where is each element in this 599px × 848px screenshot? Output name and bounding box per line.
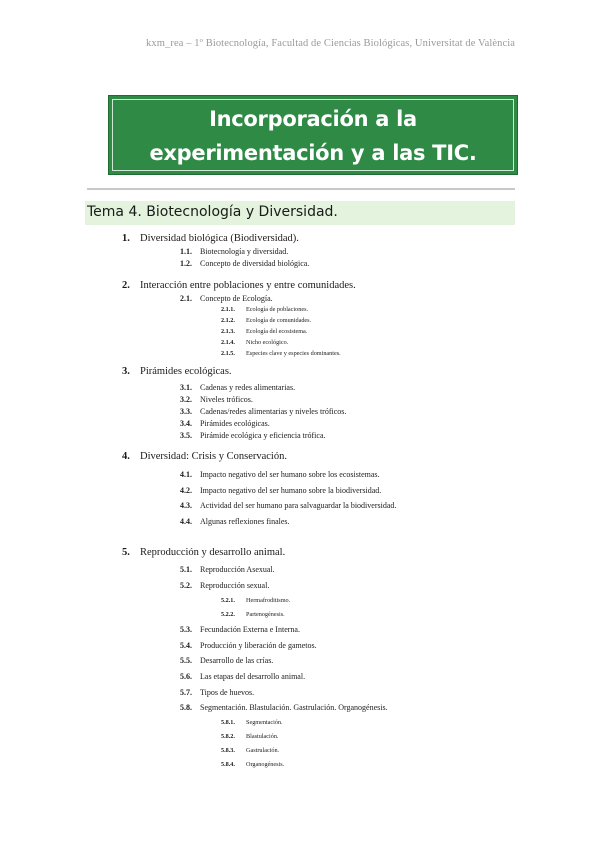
- banner-title-line1: Incorporación a la: [209, 107, 417, 131]
- item-text: Niveles tróficos.: [200, 395, 253, 404]
- item-number: 5.1.: [180, 565, 192, 574]
- subitem-text: Ecología de comunidades.: [246, 317, 312, 324]
- subitem-number: 5.8.4.: [221, 761, 235, 768]
- subitem-number: 5.2.2.: [221, 611, 235, 618]
- item-text: Pirámides ecológicas.: [200, 419, 270, 428]
- item-text: Algunas reflexiones finales.: [200, 517, 290, 526]
- item-number: 1.1.: [180, 247, 192, 256]
- subitem-text: Especies clave y especies dominantes.: [246, 350, 341, 357]
- item-text: Tipos de huevos.: [200, 688, 255, 697]
- item-number: 5.7.: [180, 688, 192, 697]
- section-number: 4.: [122, 451, 130, 462]
- subitem-text: Partenogénesis.: [246, 611, 285, 618]
- subitem-text: Hermafroditismo.: [246, 597, 291, 604]
- subitem-number: 5.2.1.: [221, 597, 235, 604]
- banner-title-line2: experimentación y a las TIC.: [149, 141, 477, 165]
- item-number: 4.2.: [180, 486, 192, 495]
- section-number: 3.: [122, 366, 130, 377]
- subitem-number: 2.1.5.: [221, 350, 235, 357]
- subitem-text: Blastulación.: [246, 733, 279, 740]
- item-number: 3.1.: [180, 383, 192, 392]
- subitem-text: Ecología de poblaciones.: [246, 306, 309, 313]
- title-banner: [108, 95, 518, 175]
- section-title: Diversidad biológica (Biodiversidad).: [140, 233, 299, 244]
- item-number: 5.4.: [180, 641, 192, 650]
- subitem-number: 2.1.1.: [221, 306, 235, 313]
- item-number: 5.5.: [180, 656, 192, 665]
- subitem-number: 5.8.2.: [221, 733, 235, 740]
- item-number: 5.3.: [180, 625, 192, 634]
- subitem-number: 2.1.4.: [221, 339, 235, 346]
- page-header: kxm_rea – 1º Biotecnología, Facultad de Ciencias Biológicas, Universitat de València: [146, 38, 515, 49]
- item-text: Reproducción sexual.: [200, 581, 270, 590]
- subitem-text: Gastrulación.: [246, 747, 280, 754]
- tema-heading: [85, 201, 515, 225]
- item-text: Actividad del ser humano para salvaguardar la biodiversidad.: [200, 501, 397, 510]
- section-number: 1.: [122, 233, 130, 244]
- item-text: Desarrollo de las crías.: [200, 656, 274, 665]
- section-number: 5.: [122, 547, 130, 558]
- item-number: 5.2.: [180, 581, 192, 590]
- item-number: 4.1.: [180, 470, 192, 479]
- item-text: Impacto negativo del ser humano sobre la biodiversidad.: [200, 486, 382, 495]
- subitem-text: Ecología del ecosistema.: [246, 328, 308, 335]
- item-number: 2.1.: [180, 294, 192, 303]
- item-text: Producción y liberación de gametos.: [200, 641, 317, 650]
- item-text: Cadenas y redes alimentarias.: [200, 383, 296, 392]
- item-number: 4.4.: [180, 517, 192, 526]
- banner-title: [109, 102, 517, 170]
- subitem-text: Organogénesis.: [246, 761, 285, 768]
- item-number: 4.3.: [180, 501, 192, 510]
- subitem-text: Segmentación.: [246, 719, 283, 726]
- item-text: Impacto negativo del ser humano sobre los ecosistemas.: [200, 470, 380, 479]
- item-number: 3.3.: [180, 407, 192, 416]
- subitem-number: 5.8.1.: [221, 719, 235, 726]
- item-text: Reproducción Asexual.: [200, 565, 275, 574]
- subitem-number: 2.1.3.: [221, 328, 235, 335]
- section-number: 2.: [122, 280, 130, 291]
- item-number: 3.2.: [180, 395, 192, 404]
- item-text: Concepto de Ecología.: [200, 294, 273, 303]
- subitem-number: 5.8.3.: [221, 747, 235, 754]
- item-text: Concepto de diversidad biológica.: [200, 259, 310, 268]
- divider: [87, 188, 515, 190]
- item-number: 5.6.: [180, 672, 192, 681]
- subitem-number: 2.1.2.: [221, 317, 235, 324]
- section-title: Reproducción y desarrollo animal.: [140, 547, 286, 558]
- item-number: 3.5.: [180, 431, 192, 440]
- subitem-text: Nicho ecológico.: [246, 339, 289, 346]
- item-text: Cadenas/redes alimentarias y niveles tróficos.: [200, 407, 347, 416]
- section-title: Diversidad: Crisis y Conservación.: [140, 451, 287, 462]
- item-text: Segmentación. Blastulación. Gastrulación. Organogénesis.: [200, 703, 388, 712]
- tema-title: Tema 4. Biotecnología y Diversidad.: [87, 204, 338, 220]
- item-text: Biotecnología y diversidad.: [200, 247, 289, 256]
- item-text: Pirámide ecológica y eficiencia trófica.: [200, 431, 326, 440]
- item-number: 1.2.: [180, 259, 192, 268]
- item-number: 5.8.: [180, 703, 192, 712]
- item-number: 3.4.: [180, 419, 192, 428]
- section-title: Pirámides ecológicas.: [140, 366, 232, 377]
- item-text: Las etapas del desarrollo animal.: [200, 672, 306, 681]
- section-title: Interacción entre poblaciones y entre comunidades.: [140, 280, 356, 291]
- item-text: Fecundación Externa e Interna.: [200, 625, 300, 634]
